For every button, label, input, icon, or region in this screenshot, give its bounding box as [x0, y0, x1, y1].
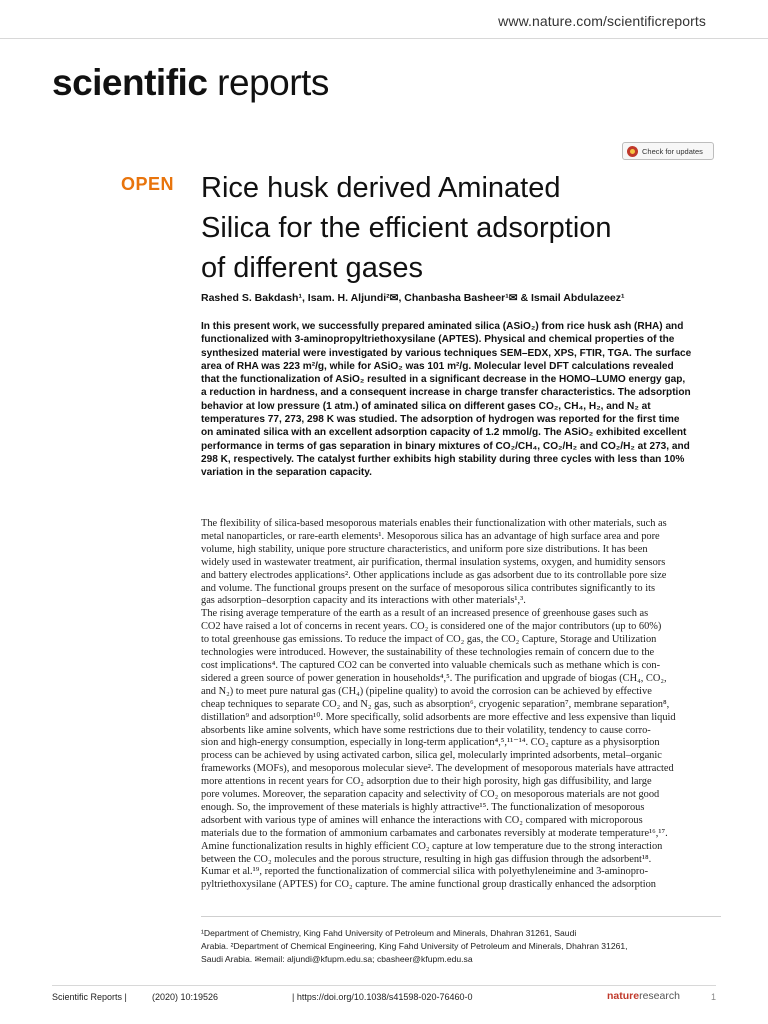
abstract-line: that the functionalization of ASiO₂ resulted in a significant decrease in the HOMO–LUMO energy gap, [201, 374, 686, 386]
logo-regular: research [639, 990, 680, 1002]
affiliations [201, 927, 721, 965]
title-line: Silica for the efficient adsorption [201, 212, 612, 244]
abstract-line: functionalized with 3-aminopropyltriethoxysilane (APTES). Physical and chemical properties of the [201, 334, 675, 346]
abstract-line: performance in terms of gas separation in binary mixtures of CO₂/CH₄, CO₂/H₂ and CO₂/H₂ at 273, and [201, 440, 690, 452]
page-footer [52, 990, 716, 1006]
abstract-line: synthesized material were investigated by various techniques SEM–EDX, XPS, FTIR, TGA. The surface [201, 347, 692, 359]
body-line: metal nanoparticles, or rare-earth elements¹. Mesoporous silica has an advantage of high surface area and pore [201, 530, 660, 542]
body-line: gas adsorption–desorption capacity and its interactions with other materials¹,³. [201, 595, 526, 607]
title-line: Rice husk derived Aminated [201, 172, 561, 204]
body-line: sion and high-energy consumption, especially in long-term application⁴,⁵,¹¹⁻¹⁴. CO₂ capture as a physisorption [201, 737, 660, 749]
body-line: pyltriethoxysilane (APTES) for CO₂ capture. The amine functional group drastically enhanced the adsorption [201, 879, 657, 891]
abstract-line: behavior at low pressure (1 atm.) of aminated silica on different gases CO₂, CH₄, H₂, and N₂ at [201, 400, 651, 412]
body-line: absorbents like amine solvents, which have some restrictions due to their volatility, tendency to cause corro- [201, 724, 651, 736]
affiliation-line: ¹Department of Chemistry, King Fahd University of Petroleum and Minerals, Dhahran 31261, Saudi [201, 928, 577, 938]
author-list[interactable]: Rashed S. Bakdash¹, Isam. H. Aljundi²✉, Chanbasha Basheer¹✉ & Ismail Abdulazeez¹ [201, 292, 625, 304]
body-line: distillation⁹ and adsorption¹⁰. More specifically, solid adsorbents are more effective and less expensive than liquid [201, 711, 676, 723]
crossmark-icon [627, 146, 638, 157]
journal-logo[interactable] [52, 62, 329, 104]
body-line: Amine functionalization results in highly efficient CO₂ capture at low temperature due to the strong interaction [201, 840, 663, 852]
body-line: and N₂) to meet pure natural gas (CH₄) (pipeline quality) to avoid the corrosion can be achieved by effective [201, 685, 652, 697]
abstract-line: on aminated silica with an excellent adsorption capacity of 1.2 mmol/g. The ASiO₂ exhibited excellent [201, 427, 687, 439]
nature-research-logo[interactable] [607, 990, 680, 1002]
body-line: between the CO₂ molecules and the porous structure, resulting in high gas diffusion through the adsorbent¹⁸. [201, 853, 652, 865]
title-line: of different gases [201, 252, 423, 284]
check-for-updates-button[interactable] [622, 142, 714, 160]
affiliation-divider [201, 916, 721, 917]
body-line: cheap techniques to separate CO₂ and N₂ gas, such as absorption⁶, cryogenic separation⁷, membrane separation⁸, [201, 698, 670, 710]
body-line: Kumar et al.¹⁹, reported the functionalization of commercial silica with polyethyleneimine and 3-aminopro- [201, 866, 649, 878]
journal-logo-bold: scientific [52, 62, 208, 103]
body-line: The flexibility of silica-based mesoporous materials enables their functionalization with other materials, such as [201, 518, 667, 529]
journal-logo-regular: reports [207, 62, 329, 103]
footer-doi-link[interactable]: | https://doi.org/10.1038/s41598-020-76460-0 [292, 992, 473, 1002]
body-line: sidered a green source of power generation in households⁴,⁵. The purification and upgrade of biogas (CH₄, CO₂, [201, 672, 667, 684]
body-text [201, 518, 721, 892]
article-title [201, 168, 721, 288]
body-line: materials due to the formation of ammonium carbamates and carbonates reversibly at moderate temperature¹⁶,¹⁷. [201, 827, 668, 839]
footer-volume: (2020) 10:19526 [152, 992, 219, 1002]
top-bar [0, 0, 768, 39]
abstract-line: area of RHA was 223 m²/g, while for ASiO₂ was 101 m²/g. Molecular level DFT calculations revealed [201, 360, 674, 372]
affiliation-line: Arabia. ²Department of Chemical Engineering, King Fahd University of Petroleum and Minerals, Dhahran 31261, [201, 940, 628, 951]
body-line: widely used in wastewater treatment, air purification, thermal insulation systems, oxygen, and humidity sensors [201, 556, 666, 568]
body-line: technologies were introduced. However, the sustainability of these technologies remain of concern due to the [201, 647, 655, 659]
journal-url-link[interactable]: www.nature.com/scientificreports [498, 13, 706, 29]
abstract-line: a reduction in hardness, and a consequent increase in charge transfer characteristics. The adsorption [201, 387, 691, 399]
abstract-line: 298 K, respectively. The catalyst further exhibits high stability during three cycles with less than 10% [201, 453, 685, 465]
footer-divider [52, 985, 716, 986]
body-line: and volume. The functional groups present on the surface of mesoporous silica contributes significantly to its [201, 582, 656, 594]
affiliation-line[interactable]: Saudi Arabia. ✉email: aljundi@kfupm.edu.sa; cbasheer@kfupm.edu.sa [201, 953, 473, 964]
body-line: adsorbent with various type of amines will enhance the interactions with CO₂ compared with microporous [201, 814, 643, 826]
body-line: more attentions in recent years for CO₂ adsorption due to their high porosity, high gas diffusibility, and large [201, 776, 652, 788]
abstract [201, 320, 721, 480]
page-number: 1 [710, 992, 716, 1002]
body-line: The rising average temperature of the earth as a result of an increased presence of greenhouse gases such as [201, 608, 649, 620]
body-line: volume, high stability, unique pore structure characteristics, and uniform pore size distributions. It has been [201, 543, 648, 555]
open-access-label: OPEN [121, 174, 175, 194]
body-line: frameworks (MOFs), and mesoporous molecular sieve². The development of mesoporous materials have attracted [201, 763, 674, 775]
body-line: CO2 have raised a lot of concerns in recent years. CO₂ is considered one of the major contributors (up to 60%) [201, 621, 662, 633]
abstract-line: variation in the separation capacity. [201, 467, 372, 479]
abstract-line: In this present work, we successfully prepared aminated silica (ASiO₂) from rice husk ash (RHA) and [201, 321, 684, 332]
footer-journal-name: Scientific Reports | [52, 992, 127, 1002]
body-line: to total greenhouse gas emissions. To reduce the impact of CO₂ gas, the CO₂ Capture, Storage and Utilization [201, 634, 657, 646]
body-line: pore volumes. Moreover, the separation capacity and selectivity of CO₂ on mesoporous materials are not good [201, 789, 660, 801]
check-for-updates-label: Check for updates [642, 146, 703, 156]
abstract-line: temperatures 77, 273, 298 K was studied. The adsorption of hydrogen was reported for the first time [201, 414, 680, 426]
logo-bold: nature [607, 990, 640, 1002]
body-line: and battery electrodes applications². Other applications include as gas adsorbent due to its controllable pore size [201, 569, 667, 581]
body-line: cost implications⁴. The captured CO2 can be converted into valuable chemicals such as methane which is con- [201, 659, 661, 671]
body-line: process can be achieved by using activated carbon, silica gel, molecularly imprinted adsorbents, metal–organic [201, 750, 662, 762]
body-line: enough. So, the improvement of these materials is highly attractive¹⁵. The functionalization of mesoporous [201, 801, 645, 813]
